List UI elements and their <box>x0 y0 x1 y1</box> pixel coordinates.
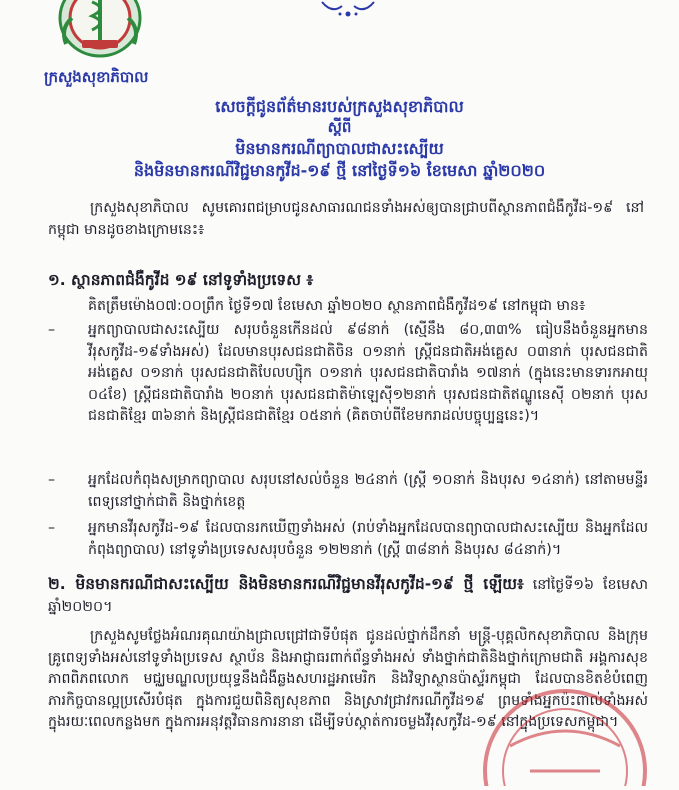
intro-paragraph: ក្រសួងសុខាភិបាល សូមគោរពជម្រាបជូនសាធារណជនទាំងអស់ឲ្យបានជ្រាបពីស្ថានភាពជំងឺកូវីដ-១៩ នៅកម្ពុជា មានដូចខាងក្រោមនេះ៖ <box>48 200 644 238</box>
ministry-emblem <box>52 0 148 58</box>
decorative-header-ornament-icon <box>318 0 378 22</box>
section-2-heading: ២. មិនមានករណីជាសះស្បើយ និងមិនមានករណីវិជ្ជមានវីរុសកូវីដ-១៩ ថ្មី ឡើយ៖ <box>48 575 524 593</box>
section-2 <box>48 574 648 618</box>
bullet-in-treatment <box>48 470 648 513</box>
section-1-heading: ១. ស្ថានភាពជំងឺកូវីដ ១៩ នៅទូទាំងប្រទេស ៖ <box>48 271 314 289</box>
bullet-dash: – <box>48 472 56 488</box>
bullet-text: អ្នកមានវីរុសកូវីដ-១៩ ដែលបានរកឃើញទាំងអស់ (រាប់ទាំងអ្នកដែលបានព្យាបាលជាសះស្បើយ និងអ្នកដែលកំពុងព្យាបាល) នៅទូទាំងប្រទេសសរុបចំនួន ១២២នាក់ (ស្ត្រី ៣៨នាក់ និងបុរស ៨៤នាក់)។ <box>88 520 648 558</box>
bullet-recovered <box>48 320 648 428</box>
bullet-dash: – <box>48 322 56 338</box>
thanks-paragraph: ក្រសួងសូមថ្លែងអំណរគុណយ៉ាងជ្រាលជ្រៅជាទីបំផុត ជូនដល់ថ្នាក់ដឹកនាំ មន្ត្រី-បុគ្គលិកសុខាភិបាល និងក្រុមគ្រូពេទ្យទាំងអស់នៅទូទាំងប្រទេស ស្ថាប័ន និងអាជ្ញាធរពាក់ព័ន្ធទាំងអស់ ទាំងថ្នាក់ជាតិនិងថ្នាក់ក្រោមជាតិ អង្គការសុខភាពពិភពលោក មជ្ឈមណ្ឌលប្រយុទ្ធនឹងជំងឺឆ្លងសហរដ្ឋអាមេរិក និងវិទ្យាស្ថានប៉ាស្ទ័រកម្ពុជា ដែលបានខិតខំបំពេញភារកិច្ចបានល្អប្រសើរបំផុត ក្នុងការជួយពិនិត្យសុខភាព និងស្រាវជ្រាវករណីកូវីដ១៩ ព្រមទាំងអ្នកប៉ះពាល់ទាំងអស់ក្នុងរយៈពេលកន្លងមក ក្នុងការអនុវត្តវិធានការនានា ដើម្បីទប់ស្កាត់ការចម្លងវីរុសកូវីដ-១៩ នៅក្នុងប្រទេសកម្ពុជា។ <box>48 628 648 730</box>
ministry-name: ក្រសួងសុខាភិបាល <box>44 68 149 86</box>
official-red-seal-stamp-icon <box>470 676 660 786</box>
title-line-2: ស្ដីពី <box>327 118 352 136</box>
official-seal <box>470 676 660 786</box>
header-ornament <box>318 0 378 22</box>
bullet-text: អ្នកព្យាបាលជាសះស្បើយ សរុបចំនួនកើនដល់ ៩៨នាក់ (ស្មើនឹង ៨០,៣៣% ធៀបនឹងចំនួនអ្នកមានវីរុសកូវីដ-១៩ទាំងអស់) ដែលមានបុរសជនជាតិចិន ០១នាក់ ស្ត្រីជនជាតិអង់គ្លេស ០៣នាក់ បុរសជនជាតិអង់គ្លេស ០១នាក់ បុរសជនជាតិបែលហ្ស៊ិក ០១នាក់ បុរសជនជាតិបារាំង ១៧នាក់ (ក្នុងនេះមានទារកអាយុ ០៤ខែ) ស្ត្រីជនជាតិបារាំង ២០នាក់ បុរសជនជាតិម៉ាឡេស៊ី១២នាក់ បុរសជនជាតិឥណ្ឌូនេស៊ី ០២នាក់ បុរសជនជាតិខ្មែរ ៣៦នាក់ និងស្ត្រីជនជាតិខ្មែរ ០៥នាក់ (គិតចាប់ពីខែមករាដល់បច្ចុប្បន្ននេះ)។ <box>88 322 648 424</box>
ministry-of-health-emblem-icon <box>52 0 148 58</box>
title-line-3: មិនមានករណីព្យាបាលជាសះស្បើយ <box>235 139 444 158</box>
status-line: គិតត្រឹមម៉ោង០៧:០០ព្រឹក ថ្ងៃទី១៧ ខែមេសា ឆ្នាំ២០២០ ស្ថានភាពជំងឺកូវីដ១៩ នៅកម្ពុជា មាន៖ <box>88 298 586 314</box>
document-titles <box>0 96 679 182</box>
bullet-total-cases <box>48 518 648 561</box>
bullet-dash: – <box>48 520 56 536</box>
section-2-tail: នៅថ្ងៃទី១៦ ខែមេសា ឆ្នាំ២០២០។ <box>48 577 648 615</box>
title-line-1: សេចក្ដីជូនព័ត៌មានរបស់ក្រសួងសុខាភិបាល <box>215 97 464 116</box>
title-line-4: និងមិនមានករណីវិជ្ជមានកូវីដ-១៩ ថ្មី នៅថ្ងៃទី១៦ ខែមេសា ឆ្នាំ២០២០ <box>133 161 546 180</box>
bullet-text: អ្នកដែលកំពុងសម្រាកព្យាបាល សរុបនៅសល់ចំនួន ២៤នាក់ (ស្ត្រី ១០នាក់ និងបុរស ១៤នាក់) នៅតាមមន្ទីរពេទ្យនៅថ្នាក់ជាតិ និងថ្នាក់ខេត្ត <box>88 472 648 510</box>
